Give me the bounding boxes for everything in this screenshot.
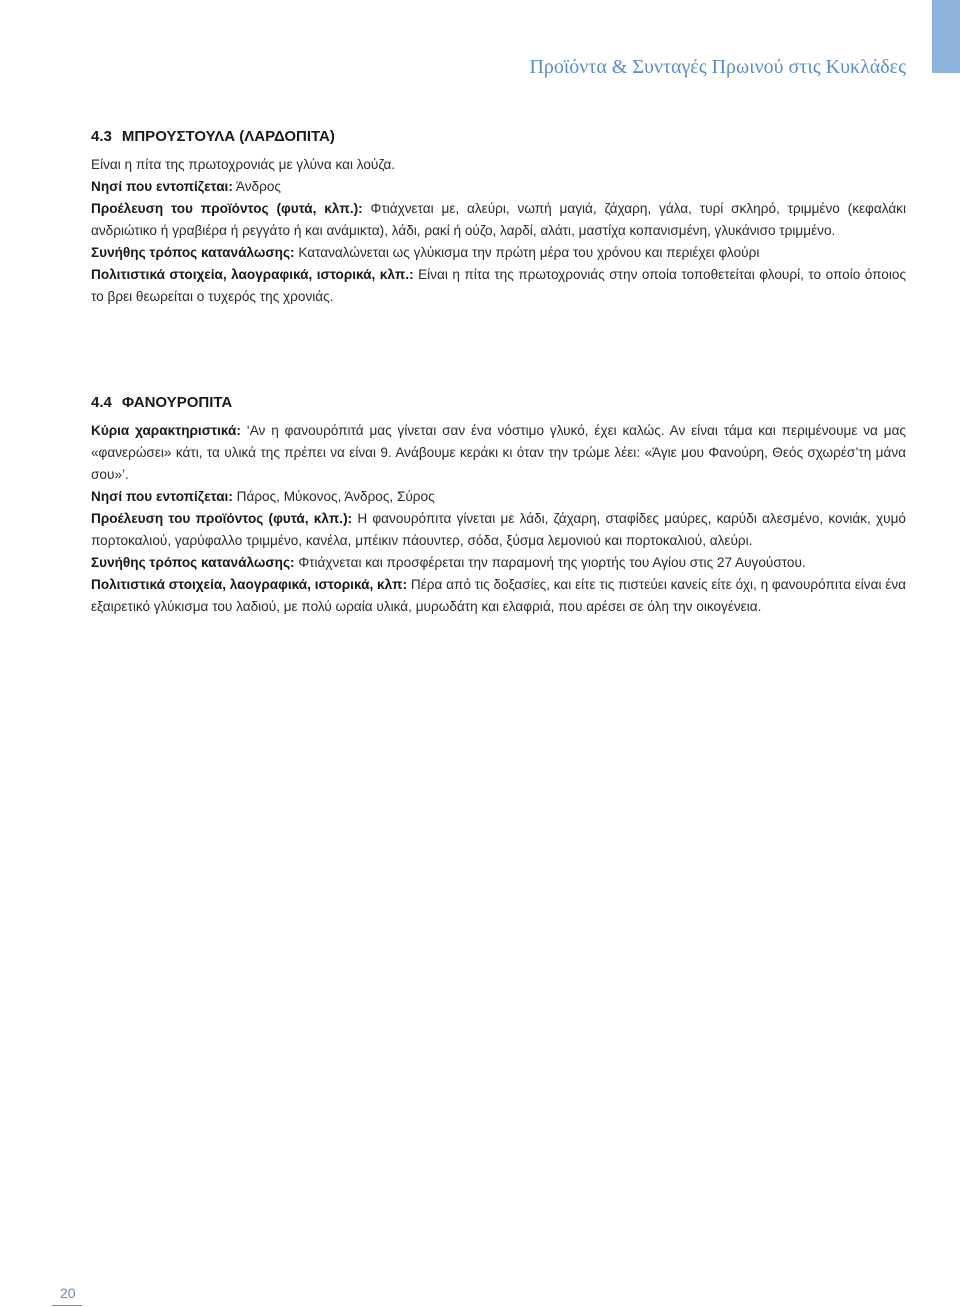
island-label: Νησί που εντοπίζεται: (91, 179, 233, 194)
consumption-value: Καταναλώνεται ως γλύκισμα την πρώτη μέρα του χρόνου και περιέχει φλούρι (294, 245, 760, 260)
consumption-field (91, 242, 906, 264)
running-header: Προϊόντα & Συνταγές Πρωινού στις Κυκλάδες (529, 56, 906, 78)
culture-field (91, 264, 906, 308)
consumption-value: Φτιάχνεται και προσφέρεται την παραμονή της γιορτής του Αγίου στις 27 Αυγούστου. (294, 555, 806, 570)
origin-field (91, 198, 906, 242)
culture-label: Πολιτιστικά στοιχεία, λαογραφικά, ιστορικά, κλπ.: (91, 267, 414, 282)
section-4-3 (91, 128, 906, 308)
culture-value: Πέρα από τις δοξασίες, και είτε τις πιστεύει κανείς είτε όχι, η φανουρόπιτα είναι ένα εξαιρετικό γλύκισμα του λαδιού, με πολύ ωραία υλικά, μυρωδάτη και ελαφριά, που αρέσει σε όλη την οικογένεια. (91, 577, 906, 614)
page-number: 20 (60, 1285, 76, 1301)
section-4-4 (91, 394, 906, 618)
culture-value: Είναι η πίτα της πρωτοχρονιάς στην οποία τοποθετείται φλουρί, το οποίο όποιος το βρει θεωρείται ο τυχερός της χρονιάς. (91, 267, 906, 304)
consumption-label: Συνήθης τρόπος κατανάλωσης: (91, 245, 295, 260)
section-heading (91, 128, 906, 145)
consumption-field (91, 552, 906, 574)
island-label: Νησί που εντοπίζεται: (91, 489, 233, 504)
origin-field (91, 508, 906, 552)
origin-value: Η φανουρόπιτα γίνεται με λάδι, ζάχαρη, σταφίδες μαύρες, καρύδι αλεσμένο, κονιάκ, χυμό πορτοκαλιού, γαρύφαλλο τριμμένο, κανέλα, μπέικιν πάουντερ, σόδα, ξύσμα λεμονιού και πορτοκαλιού, αλεύρι. (91, 511, 906, 548)
island-value: Πάρος, Μύκονος, Άνδρος, Σύρος (232, 489, 435, 504)
section-number: 4.4 (91, 394, 112, 411)
origin-label: Προέλευση του προϊόντος (φυτά, κλπ.): (91, 201, 363, 216)
features-field (91, 420, 906, 486)
consumption-label: Συνήθης τρόπος κατανάλωσης: (91, 555, 295, 570)
origin-label: Προέλευση του προϊόντος (φυτά, κλπ.): (91, 511, 353, 526)
island-field (91, 486, 906, 508)
island-value: Άνδρος (232, 179, 281, 194)
intro-paragraph: Είναι η πίτα της πρωτοχρονιάς με γλύνα και λούζα. (91, 157, 396, 172)
features-label: Κύρια χαρακτηριστικά: (91, 423, 241, 438)
island-field (91, 176, 906, 198)
origin-value: Φτιάχνεται με, αλεύρι, νωπή μαγιά, ζάχαρη, γάλα, τυρί σκληρό, τριμμένο (κεφαλάκι ανδριώτικο ή γραβιέρα ή ρεγγάτο ή και ανάμικτα), λάδι, ρακί ή ούζο, λαρδί, αλάτι, μαστίχα κοπανισμένη, γλυκάνισο τριμμένο. (91, 201, 907, 238)
page-number-rule (52, 1305, 82, 1306)
section-heading (91, 394, 906, 411)
corner-tab-decoration (932, 0, 960, 73)
features-value: ‘Αν η φανουρόπιτά μας γίνεται σαν ένα νόστιμο γλυκό, έχει καλώς. Αν είναι τάμα και περιμένουμε να μας «φανερώσει» κάτι, τα υλικά της πρέπει να είναι 9. Ανάβουμε κεράκι κι όταν την τρώμε λέει: «Άγιε μου Φανούρη, Θεός σχωρέσ’τη μάνα σου»’. (91, 423, 906, 482)
culture-label: Πολιτιστικά στοιχεία, λαογραφικά, ιστορικά, κλπ: (91, 577, 408, 592)
section-number: 4.3 (91, 128, 112, 145)
culture-field (91, 574, 906, 618)
section-title: ΜΠΡΟΥΣΤΟΥΛΑ (ΛΑΡΔΟΠΙΤΑ) (121, 128, 335, 145)
section-title: ΦΑΝΟΥΡΟΠΙΤΑ (121, 394, 233, 411)
